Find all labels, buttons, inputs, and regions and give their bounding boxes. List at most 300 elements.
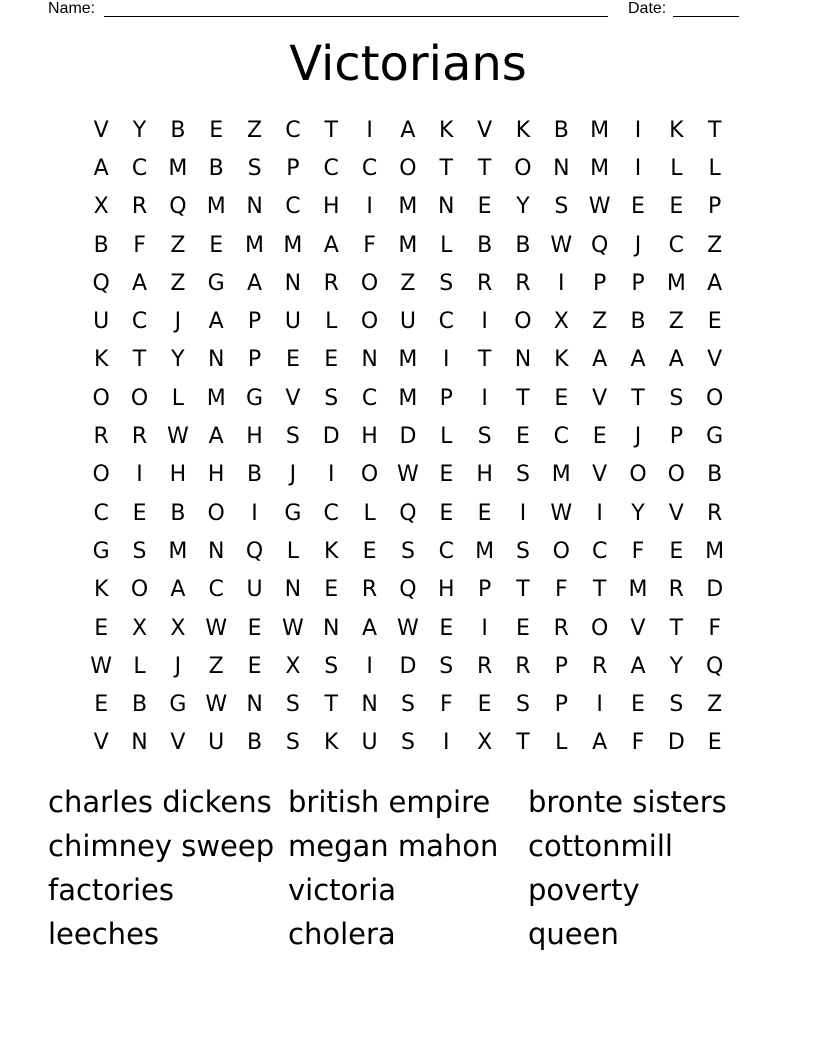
grid-letter: O xyxy=(706,385,724,411)
grid-letter: U xyxy=(208,730,225,756)
grid-letter: J xyxy=(634,232,642,258)
word-list-item: queen xyxy=(528,917,619,951)
grid-letter: G xyxy=(92,538,110,564)
grid-letter: F xyxy=(363,232,376,258)
grid-letter: S xyxy=(400,538,415,564)
grid-letter: O xyxy=(92,462,110,488)
grid-letter: B xyxy=(707,462,723,488)
grid-letter: E xyxy=(707,309,722,335)
grid-letter: T xyxy=(516,730,530,756)
grid-letter: N xyxy=(553,155,570,181)
grid-letter: I xyxy=(443,347,450,373)
grid-letter: E xyxy=(477,194,492,220)
grid-letter: I xyxy=(366,653,373,679)
page-title: Victorians xyxy=(289,36,527,92)
grid-letter: P xyxy=(593,270,607,296)
grid-row xyxy=(82,609,734,647)
grid-letter: I xyxy=(251,500,258,526)
grid-letter: U xyxy=(246,577,263,603)
grid-letter: U xyxy=(93,309,110,335)
grid-row xyxy=(82,379,734,417)
grid-letter: E xyxy=(669,194,684,220)
grid-letter: D xyxy=(667,730,685,756)
grid-letter: Z xyxy=(170,270,186,296)
grid-letter: S xyxy=(515,692,530,718)
grid-letter: E xyxy=(324,577,339,603)
grid-letter: H xyxy=(246,424,263,450)
grid-letter: R xyxy=(131,194,148,220)
grid-letter: A xyxy=(630,653,646,679)
grid-letter: L xyxy=(440,424,453,450)
grid-letter: L xyxy=(325,309,338,335)
name-label: Name: xyxy=(48,0,96,17)
grid-letter: T xyxy=(707,117,722,143)
grid-letter: I xyxy=(443,730,450,756)
grid-letter: R xyxy=(323,270,339,296)
grid-letter: K xyxy=(324,730,339,756)
grid-letter: A xyxy=(323,232,339,258)
grid-letter: E xyxy=(324,347,339,373)
grid-letter: L xyxy=(286,538,300,564)
grid-letter: Z xyxy=(707,692,723,718)
name-blank-line xyxy=(104,16,608,17)
grid-letter: O xyxy=(514,155,532,181)
grid-letter: W xyxy=(282,615,304,641)
grid-letter: K xyxy=(93,577,109,603)
grid-letter: N xyxy=(323,615,340,641)
grid-letter: E xyxy=(439,500,454,526)
grid-letter: E xyxy=(669,538,684,564)
grid-letter: W xyxy=(166,424,189,450)
grid-letter: I xyxy=(136,462,143,488)
grid-letter: X xyxy=(131,615,148,641)
grid-letter: M xyxy=(590,117,610,143)
grid-letter: P xyxy=(554,692,568,718)
grid-letter: W xyxy=(588,194,611,220)
date-label: Date: xyxy=(628,0,667,17)
grid-letter: P xyxy=(669,424,683,450)
grid-letter: M xyxy=(168,155,188,181)
grid-letter: E xyxy=(477,692,492,718)
word-list-item: cottonmill xyxy=(528,829,673,863)
grid-letter: B xyxy=(93,232,109,258)
grid-letter: M xyxy=(168,538,188,564)
grid-letter: L xyxy=(440,232,453,258)
grid-letter: E xyxy=(209,232,224,258)
grid-letter: B xyxy=(170,117,186,143)
grid-letter: O xyxy=(130,577,149,603)
grid-letter: E xyxy=(247,615,262,641)
grid-letter: A xyxy=(93,155,109,181)
grid-letter: V xyxy=(93,730,109,756)
grid-letter: L xyxy=(555,730,568,756)
grid-letter: M xyxy=(398,385,418,411)
grid-letter: P xyxy=(286,155,300,181)
grid-letter: S xyxy=(285,692,300,718)
grid-letter: Y xyxy=(171,347,185,373)
grid-letter: L xyxy=(708,155,721,181)
grid-letter: Q xyxy=(92,270,110,296)
grid-letter: V xyxy=(630,615,646,641)
grid-letter: B xyxy=(170,500,186,526)
grid-letter: E xyxy=(94,692,109,718)
grid-letter: A xyxy=(208,424,224,450)
grid-letter: T xyxy=(439,155,453,181)
grid-letter: W xyxy=(397,462,419,488)
grid-letter: O xyxy=(92,385,110,411)
grid-row xyxy=(82,417,734,455)
grid-letter: J xyxy=(174,309,182,335)
grid-letter: F xyxy=(708,615,721,641)
grid-row xyxy=(82,149,734,187)
grid-letter: V xyxy=(592,462,608,488)
grid-letter: I xyxy=(481,309,488,335)
grid-letter: M xyxy=(628,577,648,603)
grid-letter: C xyxy=(285,117,301,143)
grid-letter: U xyxy=(284,309,301,335)
grid-letter: R xyxy=(515,653,531,679)
grid-letter: Y xyxy=(132,117,147,143)
header xyxy=(48,0,748,20)
grid-letter: B xyxy=(553,117,569,143)
grid-letter: C xyxy=(361,385,378,411)
grid-letter: D xyxy=(399,653,417,679)
grid-letter: C xyxy=(323,155,339,181)
grid-letter: X xyxy=(553,309,569,335)
grid-letter: D xyxy=(399,424,417,450)
grid-letter: E xyxy=(285,347,300,373)
grid-letter: I xyxy=(519,500,527,526)
grid-letter: I xyxy=(634,155,642,181)
grid-letter: T xyxy=(477,347,492,373)
word-list-item: cholera xyxy=(288,917,396,951)
grid-letter: H xyxy=(361,424,378,450)
grid-letter: Z xyxy=(170,232,186,258)
grid-letter: W xyxy=(205,692,228,718)
grid-letter: C xyxy=(438,538,454,564)
grid-letter: Z xyxy=(208,653,224,679)
grid-letter: M xyxy=(590,155,610,181)
grid-letter: T xyxy=(592,577,607,603)
grid-row xyxy=(82,111,734,149)
grid-letter: I xyxy=(634,117,642,143)
grid-letter: L xyxy=(363,500,376,526)
grid-letter: W xyxy=(550,232,573,258)
grid-letter: X xyxy=(93,194,109,220)
grid-letter: N xyxy=(246,194,263,220)
grid-letter: O xyxy=(360,270,379,296)
grid-letter: T xyxy=(477,155,492,181)
grid-letter: F xyxy=(439,692,453,718)
grid-letter: S xyxy=(515,538,530,564)
grid-letter: J xyxy=(634,424,642,450)
grid-letter: K xyxy=(439,117,454,143)
word-list-item: factories xyxy=(48,873,174,907)
grid-letter: A xyxy=(362,615,378,641)
grid-letter: N xyxy=(131,730,148,756)
grid-letter: C xyxy=(285,194,301,220)
grid-letter: G xyxy=(169,692,187,718)
grid-letter: Z xyxy=(668,309,684,335)
grid-letter: V xyxy=(707,347,723,373)
grid-letter: H xyxy=(476,462,493,488)
grid-letter: T xyxy=(516,385,530,411)
grid-letter: Z xyxy=(247,117,263,143)
grid-row xyxy=(82,685,734,723)
grid-letter: V xyxy=(477,117,493,143)
grid-letter: O xyxy=(552,538,570,564)
grid-letter: S xyxy=(324,385,339,411)
grid-letter: H xyxy=(437,577,455,603)
grid-letter: B xyxy=(247,730,263,756)
word-list-item: megan mahon xyxy=(288,829,499,863)
grid-letter: P xyxy=(554,653,568,679)
grid-letter: C xyxy=(361,155,378,181)
grid-letter: O xyxy=(514,309,532,335)
grid-letter: E xyxy=(132,500,147,526)
grid-letter: Q xyxy=(399,500,417,526)
grid-letter: E xyxy=(592,424,607,450)
date-blank-line xyxy=(673,16,739,17)
grid-letter: E xyxy=(94,615,109,641)
letter-grid xyxy=(82,111,734,762)
grid-letter: K xyxy=(554,347,569,373)
grid-letter: S xyxy=(400,730,415,756)
grid-letter: M xyxy=(245,232,265,258)
grid-letter: B xyxy=(630,309,646,335)
word-list-item: chimney sweep xyxy=(48,829,275,863)
grid-letter: Y xyxy=(516,194,530,220)
grid-letter: S xyxy=(285,730,300,756)
grid-letter: Q xyxy=(399,577,417,603)
grid-letter: N xyxy=(284,270,302,296)
grid-letter: R xyxy=(515,270,531,296)
grid-letter: R xyxy=(553,615,569,641)
grid-letter: V xyxy=(668,500,684,526)
grid-letter: B xyxy=(208,155,224,181)
grid-letter: P xyxy=(247,347,262,373)
word-list-item: leeches xyxy=(48,917,160,951)
grid-letter: I xyxy=(481,615,488,641)
grid-letter: E xyxy=(439,615,454,641)
grid-letter: B xyxy=(515,232,531,258)
grid-letter: I xyxy=(366,194,373,220)
grid-letter: Q xyxy=(245,538,264,564)
grid-letter: N xyxy=(361,692,378,718)
grid-letter: N xyxy=(361,347,378,373)
grid-letter: A xyxy=(208,309,224,335)
grid-letter: U xyxy=(399,309,416,335)
grid-letter: P xyxy=(477,577,492,603)
grid-letter: B xyxy=(477,232,493,258)
grid-row xyxy=(82,532,734,570)
grid-letter: S xyxy=(669,692,684,718)
grid-letter: O xyxy=(130,385,149,411)
grid-letter: Y xyxy=(669,653,684,679)
grid-letter: A xyxy=(707,270,723,296)
grid-letter: O xyxy=(399,155,417,181)
grid-letter: F xyxy=(554,577,568,603)
grid-letter: S xyxy=(324,653,339,679)
grid-row xyxy=(82,226,734,264)
grid-letter: C xyxy=(591,538,608,564)
grid-letter: L xyxy=(670,155,683,181)
grid-letter: J xyxy=(289,462,297,488)
grid-letter: S xyxy=(439,270,454,296)
grid-letter: R xyxy=(476,270,493,296)
grid-letter: D xyxy=(322,424,340,450)
grid-letter: V xyxy=(170,730,186,756)
grid-letter: K xyxy=(515,117,531,143)
grid-letter: M xyxy=(398,194,418,220)
grid-letter: W xyxy=(90,653,113,679)
grid-letter: G xyxy=(706,424,724,450)
grid-letter: S xyxy=(132,538,147,564)
grid-letter: C xyxy=(93,500,109,526)
grid-letter: H xyxy=(169,462,187,488)
grid-letter: R xyxy=(591,653,608,679)
grid-letter: C xyxy=(323,500,339,526)
grid-letter: N xyxy=(284,577,302,603)
grid-letter: C xyxy=(208,577,224,603)
grid-letter: A xyxy=(592,730,608,756)
grid-letter: T xyxy=(631,385,645,411)
grid-letter: M xyxy=(475,538,495,564)
grid-letter: Z xyxy=(707,232,723,258)
grid-letter: N xyxy=(207,538,225,564)
grid-letter: A xyxy=(630,347,646,373)
grid-letter: H xyxy=(207,462,225,488)
grid-letter: A xyxy=(400,117,416,143)
grid-letter: E xyxy=(707,730,722,756)
grid-letter: I xyxy=(596,692,603,718)
grid-letter: S xyxy=(247,155,262,181)
grid-letter: M xyxy=(705,538,725,564)
grid-letter: M xyxy=(206,385,226,411)
grid-letter: R xyxy=(668,577,684,603)
grid-letter: C xyxy=(668,232,685,258)
grid-letter: R xyxy=(131,424,148,450)
grid-letter: I xyxy=(558,270,565,296)
grid-letter: K xyxy=(669,117,684,143)
grid-letter: R xyxy=(93,424,109,450)
grid-letter: I xyxy=(366,117,373,143)
grid-letter: O xyxy=(667,462,685,488)
grid-letter: Q xyxy=(590,232,609,258)
grid-letter: O xyxy=(590,615,609,641)
grid-letter: T xyxy=(669,615,684,641)
grid-row xyxy=(82,571,734,609)
grid-letter: C xyxy=(131,155,148,181)
grid-letter: E xyxy=(247,653,262,679)
grid-letter: I xyxy=(596,500,603,526)
grid-letter: Z xyxy=(592,309,608,335)
grid-letter: X xyxy=(477,730,493,756)
grid-letter: P xyxy=(247,309,262,335)
grid-letter: Q xyxy=(706,653,724,679)
grid-letter: C xyxy=(553,424,569,450)
grid-letter: S xyxy=(554,194,569,220)
grid-row xyxy=(82,494,734,532)
grid-letter: K xyxy=(93,347,109,373)
grid-letter: V xyxy=(93,117,109,143)
grid-letter: A xyxy=(668,347,684,373)
grid-letter: E xyxy=(631,194,645,220)
grid-letter: S xyxy=(477,424,492,450)
grid-letter: F xyxy=(631,538,645,564)
grid-letter: X xyxy=(285,653,301,679)
grid-letter: T xyxy=(516,577,530,603)
word-list-item: charles dickens xyxy=(48,785,272,819)
grid-letter: L xyxy=(171,385,184,411)
grid-letter: N xyxy=(438,194,455,220)
grid-letter: K xyxy=(324,538,339,564)
grid-letter: I xyxy=(327,462,335,488)
grid-letter: R xyxy=(476,653,493,679)
grid-letter: E xyxy=(516,424,530,450)
word-list-item: british empire xyxy=(288,785,491,819)
grid-letter: O xyxy=(629,462,647,488)
grid-letter: E xyxy=(439,462,454,488)
grid-letter: P xyxy=(439,385,453,411)
grid-row xyxy=(82,341,734,379)
grid-letter: G xyxy=(284,500,302,526)
grid-letter: E xyxy=(516,615,530,641)
grid-letter: A xyxy=(131,270,148,296)
grid-letter: S xyxy=(515,462,530,488)
grid-letter: S xyxy=(285,424,300,450)
grid-letter: Y xyxy=(631,500,645,526)
grid-row xyxy=(82,188,734,226)
grid-letter: N xyxy=(246,692,263,718)
grid-letter: W xyxy=(550,500,573,526)
word-list-item: victoria xyxy=(288,873,397,907)
grid-letter: U xyxy=(361,730,378,756)
grid-letter: N xyxy=(207,347,225,373)
grid-row xyxy=(82,456,734,494)
grid-letter: D xyxy=(706,577,724,603)
grid-letter: M xyxy=(398,232,418,258)
grid-letter: F xyxy=(631,730,645,756)
grid-letter: W xyxy=(205,615,228,641)
grid-letter: T xyxy=(132,347,147,373)
grid-letter: V xyxy=(592,385,608,411)
grid-letter: M xyxy=(206,194,226,220)
grid-row xyxy=(82,264,734,302)
grid-letter: L xyxy=(133,653,146,679)
grid-letter: O xyxy=(360,462,379,488)
grid-letter: O xyxy=(207,500,225,526)
grid-letter: V xyxy=(285,385,301,411)
grid-letter: E xyxy=(477,500,492,526)
grid-letter: Q xyxy=(169,194,187,220)
grid-row xyxy=(82,724,734,762)
grid-letter: G xyxy=(246,385,264,411)
grid-letter: A xyxy=(247,270,263,296)
grid-letter: E xyxy=(209,117,224,143)
grid-letter: X xyxy=(170,615,186,641)
word-list xyxy=(48,780,768,956)
grid-letter: O xyxy=(360,309,379,335)
grid-letter: R xyxy=(361,577,378,603)
grid-letter: E xyxy=(362,538,377,564)
grid-letter: B xyxy=(131,692,148,718)
grid-letter: C xyxy=(131,309,148,335)
grid-row xyxy=(82,647,734,685)
grid-letter: S xyxy=(669,385,684,411)
grid-letter: T xyxy=(324,117,338,143)
grid-letter: N xyxy=(514,347,532,373)
